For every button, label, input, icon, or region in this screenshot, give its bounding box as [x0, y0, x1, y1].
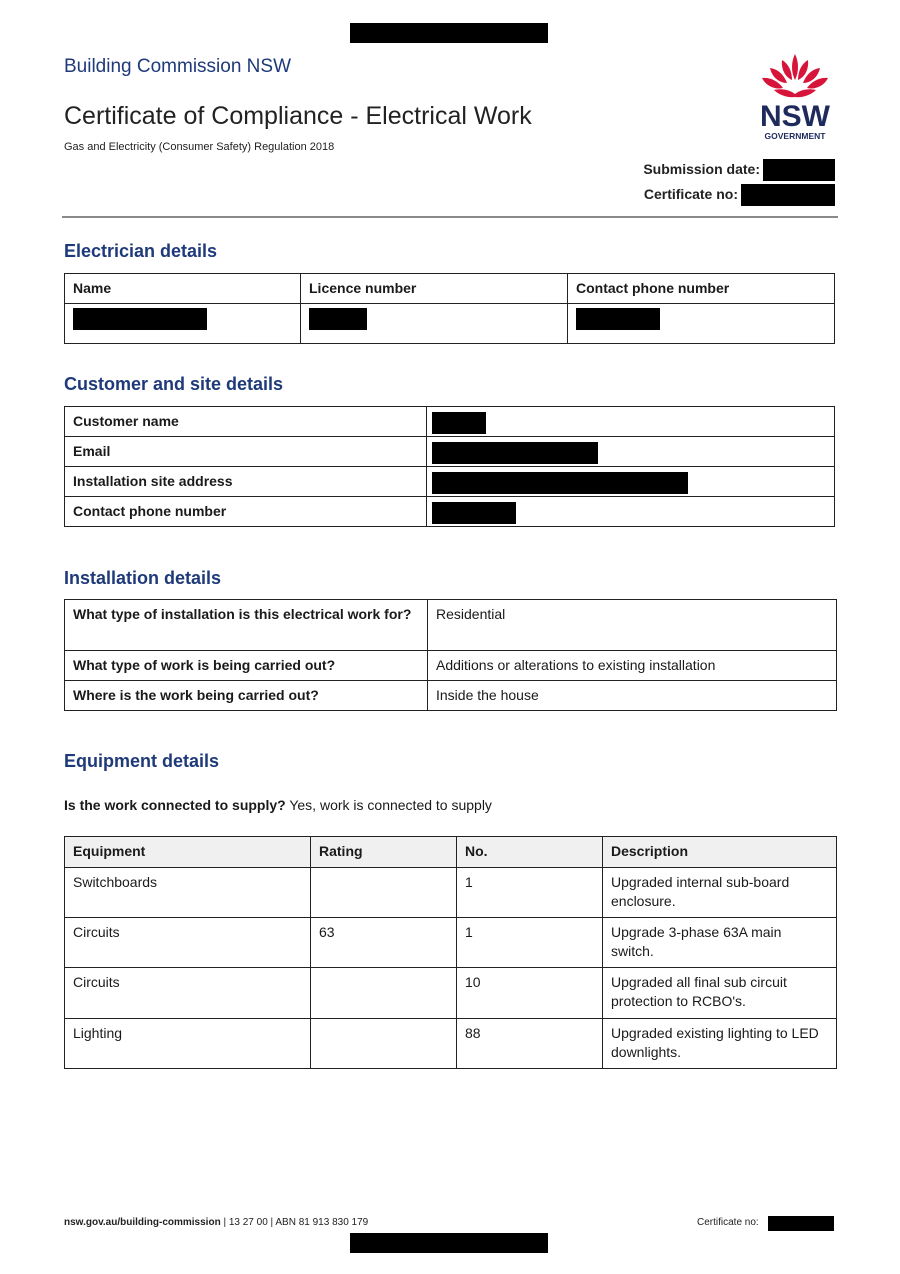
redacted-footer-bar: [350, 1233, 548, 1253]
redacted-value: [432, 502, 516, 524]
quantity-cell: 1: [457, 868, 603, 918]
waratah-icon: [752, 50, 838, 146]
redacted-submission-date: [763, 159, 835, 181]
organisation-name: Building Commission NSW: [64, 56, 292, 77]
description-cell: Upgraded internal sub-board enclosure.: [603, 868, 837, 918]
description-cell: Upgraded existing lighting to LED downlights.: [603, 1019, 837, 1069]
table-header-cell: Rating: [311, 837, 457, 868]
electrician-name-cell: [65, 304, 301, 344]
row-label: Customer name: [65, 407, 427, 437]
table-row: [65, 407, 835, 437]
table-header-row: [65, 274, 835, 304]
supply-answer: Yes, work is connected to supply: [285, 797, 492, 813]
rating-cell: [311, 1019, 457, 1069]
email-cell: [427, 437, 835, 467]
rating-cell: [311, 868, 457, 918]
customer-name-cell: [427, 407, 835, 437]
licence-number-cell: [301, 304, 568, 344]
table-row: [65, 918, 837, 968]
redacted-value: [432, 442, 598, 464]
section-title-customer: Customer and site details: [64, 374, 284, 394]
row-label: Email: [65, 437, 427, 467]
description-cell: Upgraded all final sub circuit protection to RCBO's.: [603, 968, 837, 1019]
electrician-table: [64, 273, 835, 344]
table-header-cell: Contact phone number: [568, 274, 835, 304]
svg-text:NSW: NSW: [760, 100, 830, 133]
regulation-subtitle: Gas and Electricity (Consumer Safety) Regulation 2018: [64, 141, 335, 153]
redacted-footer-certificate-no: [768, 1216, 834, 1231]
submission-date-label: Submission date:: [643, 161, 760, 177]
quantity-cell: 10: [457, 968, 603, 1019]
customer-table: [64, 406, 835, 527]
footer-info: [64, 1217, 368, 1228]
footer-contact: | 13 27 00 | ABN 81 913 830 179: [220, 1217, 369, 1228]
table-row: [65, 868, 837, 918]
table-row: [65, 968, 837, 1019]
quantity-cell: 1: [457, 918, 603, 968]
electrician-phone-cell: [568, 304, 835, 344]
section-title-equipment: Equipment details: [64, 751, 220, 771]
table-header-cell: Description: [603, 837, 837, 868]
redacted-value: [432, 412, 486, 434]
row-label: Contact phone number: [65, 497, 427, 527]
section-title-installation: Installation details: [64, 568, 222, 588]
table-row: [65, 467, 835, 497]
table-row: [65, 600, 837, 651]
footer-certificate-no-label: Certificate no:: [697, 1217, 759, 1228]
quantity-cell: 88: [457, 1019, 603, 1069]
table-row: [65, 437, 835, 467]
table-row: [65, 651, 837, 681]
equipment-table: [64, 836, 837, 1069]
table-row: [65, 681, 837, 711]
svg-text:GOVERNMENT: GOVERNMENT: [764, 131, 826, 141]
redacted-value: [309, 308, 367, 330]
redacted-certificate-no: [741, 184, 835, 206]
rating-cell: 63: [311, 918, 457, 968]
section-title-electrician: Electrician details: [64, 241, 218, 261]
installation-answer: Additions or alterations to existing installation: [428, 651, 837, 681]
redacted-value: [576, 308, 660, 330]
redacted-value: [73, 308, 207, 330]
installation-question: Where is the work being carried out?: [65, 681, 428, 711]
rating-cell: [311, 968, 457, 1019]
redacted-value: [432, 472, 688, 494]
nsw-government-logo: [752, 50, 838, 146]
installation-table: [64, 599, 837, 711]
table-row: [65, 304, 835, 344]
installation-answer: Residential: [428, 600, 837, 651]
equipment-cell: Circuits: [65, 968, 311, 1019]
certificate-no-label: Certificate no:: [643, 186, 738, 202]
table-header-cell: Equipment: [65, 837, 311, 868]
site-address-cell: [427, 467, 835, 497]
table-header-cell: Licence number: [301, 274, 568, 304]
equipment-cell: Switchboards: [65, 868, 311, 918]
table-row: [65, 1019, 837, 1069]
header-divider: [62, 216, 838, 218]
supply-question: Is the work connected to supply?: [64, 797, 286, 813]
equipment-cell: Lighting: [65, 1019, 311, 1069]
row-label: Installation site address: [65, 467, 427, 497]
table-row: [65, 497, 835, 527]
footer-website: nsw.gov.au/building-commission: [64, 1217, 221, 1228]
equipment-cell: Circuits: [65, 918, 311, 968]
supply-statement: [64, 797, 492, 813]
customer-phone-cell: [427, 497, 835, 527]
redacted-header-bar: [350, 23, 548, 43]
installation-question: What type of work is being carried out?: [65, 651, 428, 681]
description-cell: Upgrade 3-phase 63A main switch.: [603, 918, 837, 968]
installation-question: What type of installation is this electrical work for?: [65, 600, 428, 651]
installation-answer: Inside the house: [428, 681, 837, 711]
table-header-row: [65, 837, 837, 868]
table-header-cell: Name: [65, 274, 301, 304]
table-header-cell: No.: [457, 837, 603, 868]
page-title: Certificate of Compliance - Electrical Work: [64, 102, 532, 130]
